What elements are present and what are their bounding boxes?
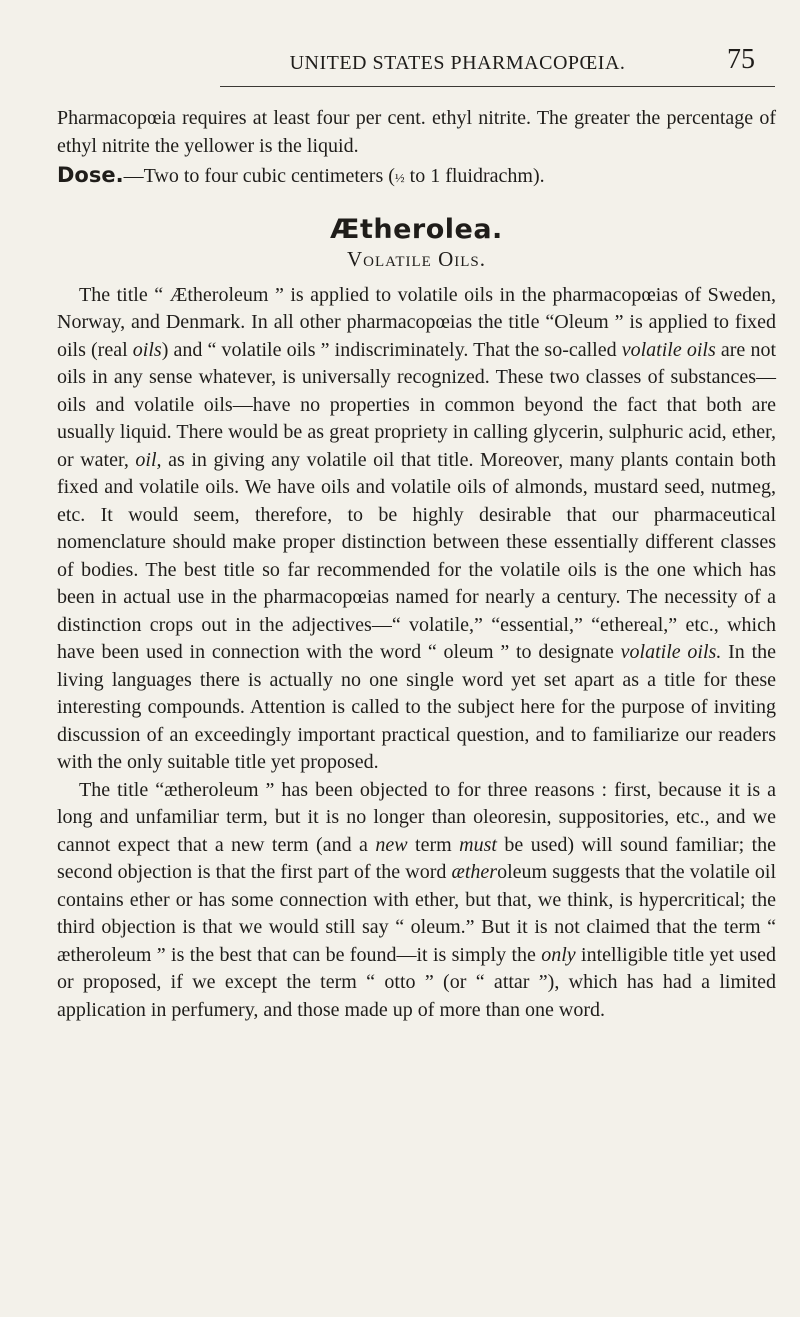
- dose-label: Dose.: [57, 163, 124, 187]
- text-run: term: [407, 833, 460, 856]
- running-head: [60, 44, 775, 84]
- italic-run: only: [541, 943, 576, 966]
- intro-paragraph: Pharmacopœia requires at least four per cent. ethyl nitrite. The greater the percentage of ethyl nitrite the yellower is the liquid.: [57, 107, 776, 157]
- italic-run: oils: [132, 338, 162, 361]
- italic-run: volatile oils.: [620, 641, 722, 663]
- dose-line: [57, 162, 776, 192]
- italic-run: æther: [451, 861, 498, 883]
- text-run: The title “ Ætheroleum ” is applied to volatile oils in the pharmacopœias of Sweden, Norway, and Denmark. In all other pharmacopœias the title “Oleum ” is applied to fixed oils (real: [57, 283, 776, 361]
- text-run: oleum suggests that the volatile oil contains ether or has some connection with ether, but that, we think, is hypercritical; the third objection is that we would still say “ oleum.” But it is not claimed that the term “ ætheroleum ” is the best that can be found—it is simply the: [57, 861, 777, 966]
- text-run: ) and “ volatile oils ” indiscriminately. That the so-called: [161, 338, 622, 361]
- italic-run: volatile oils: [621, 338, 716, 361]
- running-title: UNITED STATES PHARMACOPŒIA.: [289, 52, 626, 74]
- section-subtitle: Volatile Oils.: [347, 247, 486, 271]
- body-text: [57, 105, 776, 1024]
- text-run: intelligible title yet used or proposed, if we except the term “ otto ” (or “ attar ”), which has had a limited application in perfumery, and those made up of more than one word.: [57, 943, 776, 1021]
- page-number: 75: [727, 44, 755, 75]
- italic-run: oil,: [135, 448, 162, 471]
- text-run: be used) will sound familiar; the second objection is that the first part of the word: [57, 833, 777, 883]
- paragraph-objections: [57, 777, 776, 1025]
- paragraph-aetheroleum-title: [57, 282, 776, 777]
- italic-run: must: [459, 833, 497, 856]
- italic-run: new: [375, 833, 408, 856]
- text-run: as in giving any volatile oil that title. Moreover, many plants contain both fixed and volatile oils. We have oils and volatile oils of almonds, mustard seed, nutmeg, etc. It would seem, therefore, to be highly desirable that our pharmaceutical nomenclature should make proper distinction between these essentially different classes of bodies. The best title so far recommended for the volatile oils is the one which has been in actual use in the pharmacopœias named for nearly a century. The necessity of a distinction crops out in the adjectives—“ volatile,” “essential,” “ethereal,” etc., which have been used in connection with the word “ oleum ” to designate: [57, 448, 776, 663]
- header-rule: [220, 86, 775, 87]
- text-run: The title “ætheroleum ” has been objected to for three reasons : first, because it is a long and unfamiliar term, but it is no longer than oleoresin, suppositories, etc., and we cannot expect that a new term (and a: [57, 778, 776, 856]
- text-run: are not oils in any sense whatever, is universally recognized. These two classes of substances—oils and volatile oils—have no properties in common beyond the fact that both are usually liquid. There would be as great propriety in calling glycerin, sulphuric acid, ether, or water,: [57, 338, 776, 471]
- dose-text-after: to 1 fluidrachm).: [404, 165, 545, 187]
- dose-fraction: ½: [394, 170, 405, 185]
- section-title: Ætherolea.: [330, 213, 503, 245]
- text-run: In the living languages there is actually no one single word yet set apart as a title for these interesting compounds. Attention is called to the subject here for the purpose of inviting discussion of an exceedingly important practical question, and to familiarize our readers with the only suitable title yet proposed.: [57, 641, 776, 773]
- dose-text-before: —Two to four cubic centimeters (: [123, 165, 395, 187]
